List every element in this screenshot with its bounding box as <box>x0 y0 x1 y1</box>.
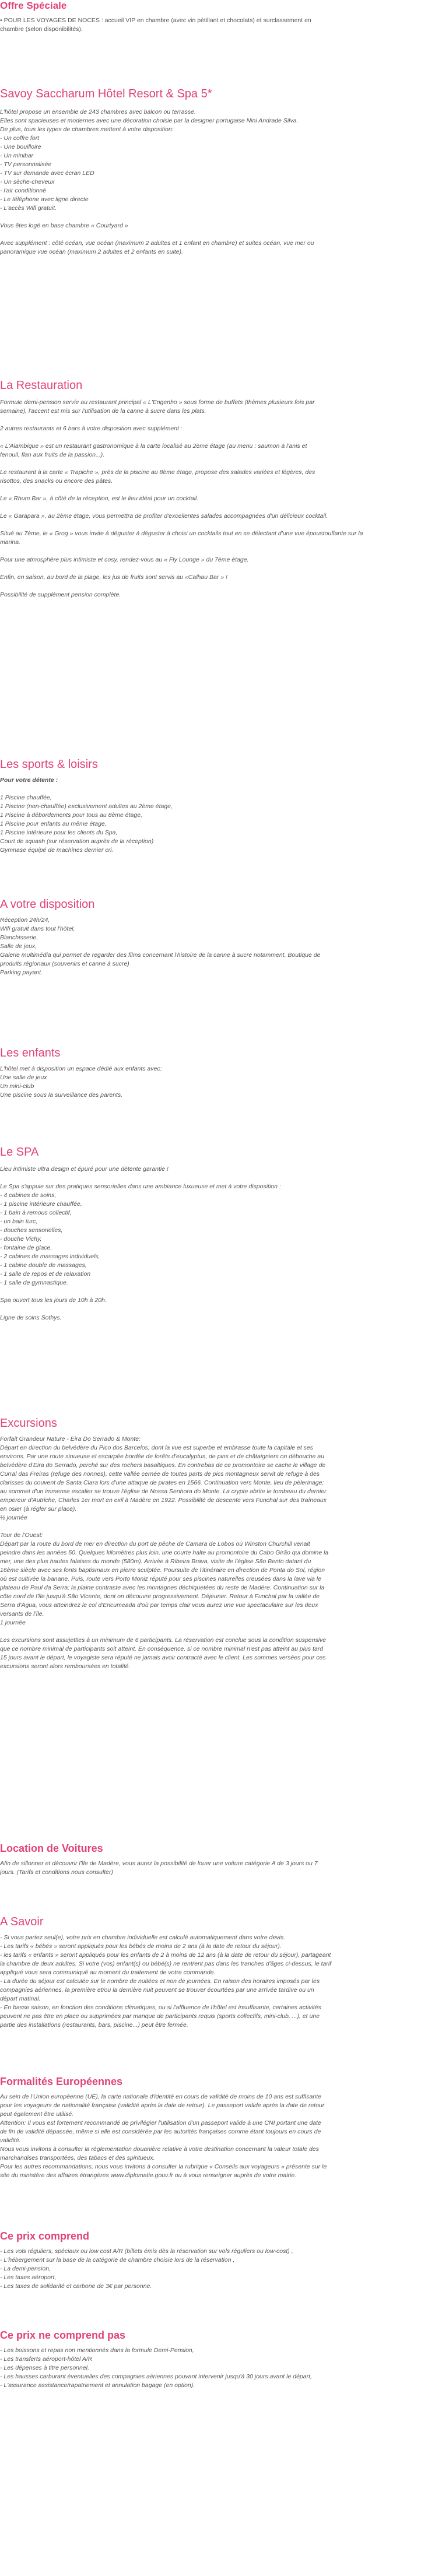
text-line: 1 Piscine pour enfants au même étage, <box>0 820 107 827</box>
text-line: Un mini-club <box>0 1083 34 1090</box>
text-line: validité. <box>0 2137 21 2144</box>
text-line: Situé au 7ème, le « Grog » vous invite à déguster à déguster à choisi un cocktails tout en se délectant d'une vue époustouflante sur la <box>0 530 363 537</box>
text-line: plateau de Paul da Serra; la plaine contraste avec les montagnes déchiquetées du reste de Madère. Continuation sur la <box>0 1584 325 1591</box>
text-line: en osier (à régler sur place). <box>0 1505 77 1512</box>
text-line: - TV personnalisée <box>0 161 52 168</box>
text-line: appliqué vous sera communiqué au moment du traitement de votre commande. <box>0 1969 216 1976</box>
text-line: - Le téléphone avec ligne directe <box>0 196 89 203</box>
text-line: - 4 cabines de soins, <box>0 1192 57 1199</box>
section-excursions <box>0 1417 439 1671</box>
text-line: Formule demi-pension servie au restaurant principal « L'Engenho » sous forme de buffets (thèmes plusieurs fois par <box>0 399 315 406</box>
sports-title: Les sports & loisirs <box>0 758 98 771</box>
text-line: départ matinal. <box>0 1995 41 2002</box>
text-line <box>0 1627 439 1636</box>
formalites-title: Formalités Européennes <box>0 2076 123 2087</box>
text-line: Tour de l'Ouest: <box>0 1532 43 1539</box>
section-formalites <box>0 2076 439 2180</box>
section-disposition <box>0 898 439 977</box>
text-line: Les excursions sont assujetties à un minimum de 6 participants. La réservation est conclue sous la condition suspensive <box>0 1637 327 1644</box>
text-line: - 1 bain à remous collectif, <box>0 1209 72 1216</box>
voitures-lines <box>0 1859 439 1877</box>
section-savoir <box>0 1915 439 2030</box>
text-line: - Un minibar <box>0 152 34 159</box>
text-line: - 1 salle de gymnastique. <box>0 1279 68 1286</box>
text-line: 1 Piscine intérieure pour les clients du Spa, <box>0 829 118 836</box>
necomprend-title: Ce prix ne comprend pas <box>0 2329 126 2341</box>
text-line: « L'Alambique » est un restaurant gastronomique à la carte localisé au 2ème étage (au menu : saumon à l'anis et <box>0 443 307 450</box>
text-line: versants de l'île. <box>0 1610 44 1617</box>
text-line: - Les taxes aéroport, <box>0 2274 57 2281</box>
text-line <box>0 503 439 512</box>
excursions-lines <box>0 1435 439 1671</box>
text-line: Enfin, en saison, au bord de la plage, les jus de fruits sont servis au «Calhau Bar » ! <box>0 574 227 581</box>
text-line: côte nord de l'île jusqu'à São Vicente, dont on découvre progressivement. Déjeuner. Retour à Funchal par la vallée de <box>0 1593 320 1600</box>
savoir-title: A Savoir <box>0 1915 44 1928</box>
text-line: panoramique vue océan (maximum 2 adultes et 2 enfants en suite). <box>0 248 184 255</box>
text-line: De plus, tous les types de chambres mettent à votre disposition: <box>0 126 174 133</box>
text-line: Ligne de soins Sothys. <box>0 1314 62 1321</box>
text-line: Afin de sillonner et découvrir l'île de Madère, vous aurez la possibilité de louer une voiture catégorie A de 3 jours ou 7 <box>0 1860 318 1867</box>
text-line <box>0 1174 439 1182</box>
text-line: environs. Par une route sinueuse et escarpée bordée de forêts d'eucalyptus, de pins et de châtaigniers on débouche au <box>0 1453 324 1460</box>
text-line: Le « Rhum Bar », à côté de la réception, est le lieu idéal pour un cocktail. <box>0 495 199 502</box>
text-line: 1 journée <box>0 1619 26 1626</box>
text-line: - douches sensorielles, <box>0 1227 63 1234</box>
text-line: - L'assurance assistance/rapatriement et annulation bagage (en option). <box>0 2382 195 2389</box>
text-line: 1 Piscine (non-chauffée) exclusivement adultes au 2ème étage, <box>0 803 173 810</box>
text-line: clarisses du couvent de Santa Clara lors d'une attaque de pirates en 1566. Continuation vers Monte, lieu de pèlerinage; <box>0 1479 324 1486</box>
spa-lines <box>0 1165 439 1322</box>
text-line: Au sein de l'Union européenne (UE), la carte nationale d'identité en cours de validité de moins de 10 ans est suffisante <box>0 2093 321 2100</box>
text-line: - La demi-pension, <box>0 2265 51 2272</box>
text-line: - Si vous partez seul(e), votre prix en chambre individuelle est calculé automatiquement dans votre devis. <box>0 1934 286 1941</box>
text-line: Gymnase équipé de machines dernier cri. <box>0 847 114 854</box>
text-line: - Les taxes de solidarité et carbone de 3€ par personne. <box>0 2283 152 2290</box>
formalites-lines <box>0 2093 439 2180</box>
comprend-title: Ce prix comprend <box>0 2230 90 2242</box>
text-line: Attention: Il vous est fortement recommandé de privilégier l'utilisation d'un passeport valide à une CNI portant une date <box>0 2119 321 2126</box>
text-line: fenouil, flan aux fruits de la passion...). <box>0 451 105 458</box>
text-line: Curral das Freiras (refuge des nonnes), cette vallée cernée de toutes parts de pics montagneux servit de refuge à des <box>0 1471 320 1477</box>
text-line: Vous êtes logé en base chambre « Courtyard » <box>0 222 128 229</box>
text-line: - Un sèche-cheveux <box>0 178 55 185</box>
text-line: Elles sont spacieuses et modernes avec une décoration choisie par la designer portugaise Nini Andrade Silva. <box>0 117 299 124</box>
text-line: site du ministère des affaires étrangères www.diplomatie.gouv.fr ou à vous renseigner auprès de votre mairie. <box>0 2172 297 2179</box>
text-line: - L'hébergement sur la base de la catégorie de chambre choisie lors de la réservation , <box>0 2256 235 2263</box>
restauration-lines <box>0 398 439 599</box>
text-line: marina. <box>0 539 21 546</box>
text-line: Le restaurant à la carte « Trapiche », près de la piscine au 8ème étage, propose des salades variées et légères, des <box>0 469 315 476</box>
sports-subtitle: Pour votre détente : <box>0 777 58 784</box>
text-line: Départ par la route du bord de mer en direction du port de pêche de Camara de Lobos où Winston Churchill venait <box>0 1540 310 1547</box>
text-line: produits régionaux (souvenirs et canne à sucre) <box>0 960 129 967</box>
text-line: peut également être utilisé. <box>0 2111 74 2118</box>
text-line: peuvent ne pas être en place ou supprimées par manque de participants requis (sports collectifs, mini-club, ...), et une <box>0 2013 320 2020</box>
text-line: - Un coffre fort <box>0 135 40 142</box>
excursions-title: Excursions <box>0 1417 57 1430</box>
text-line: - La durée du séjour est calculée sur le nombre de nuitées et non de journées. En raison des horaires imposés par les <box>0 1978 320 1985</box>
text-line: 1 Piscine chauffée, <box>0 794 52 801</box>
text-line: marchandises transportées, des tabacs et des spiritueux. <box>0 2154 155 2161</box>
text-line <box>0 785 439 794</box>
text-line <box>0 416 439 424</box>
text-line: 16ème siècle avec ses fonts baptismaux en pierre sculptée. Poursuite de l'itinéraire en direction de Ponta do Sol, région <box>0 1567 325 1574</box>
text-line: Le « Garapara », au 2ème étage, vous permettra de profiter d'excellentes salades accompagnées d'un délicieux cocktail. <box>0 513 328 520</box>
text-line: peindre dans les années 50. Quelques kilomètres plus loin, une courte halte au promontoire du Cabo Girão qui domine la <box>0 1549 329 1556</box>
section-restauration <box>0 379 439 599</box>
text-line: - L'accès Wifi gratuit. <box>0 205 57 212</box>
text-line: semaine), l'accent est mis sur l'utilisation de la canne à sucre dans les plats. <box>0 408 206 415</box>
text-line: Wifi gratuit dans tout l'hôtel, <box>0 925 75 932</box>
text-line: - un bain turc, <box>0 1218 38 1225</box>
text-line: - 1 piscine intérieure chauffée, <box>0 1201 82 1208</box>
text-line: compagnies aériennes, la première et/ou la dernière nuit peuvent se trouver écourtées par une arrivée tardive ou un <box>0 1987 314 1994</box>
text-line <box>0 433 439 442</box>
text-line <box>0 1305 439 1314</box>
text-line: ½ journée <box>0 1514 27 1521</box>
hotel-lines <box>0 108 439 257</box>
text-line: Serra d'Água, vous atteindrez le col d'Encumeada d'où par temps clair vous aurez une vue spectaculaire sur les deux <box>0 1602 318 1609</box>
section-comprend <box>0 2230 439 2291</box>
section-spa <box>0 1146 439 1322</box>
restauration-title: La Restauration <box>0 379 83 392</box>
text-line: 1 Piscine à débordements pour tous au 8ème étage, <box>0 812 142 819</box>
text-line: risottos, des snacks ou encore des pâtes. <box>0 478 113 485</box>
comprend-lines <box>0 2247 439 2291</box>
voitures-title: Location de Voitures <box>0 1842 103 1854</box>
text-line: - 1 salle de repos et de relaxation <box>0 1271 91 1278</box>
text-line: - Les vols réguliers, spéciaux ou low cost A/R (billets émis dès la réservation sur vols réguliers ou low-cost) , <box>0 2248 293 2255</box>
text-line: - les tarifs « enfants » seront appliqués pour les enfants de 2 à moins de 12 ans (à la date de retour du séjour), partageant <box>0 1952 331 1959</box>
text-line: que ce nombre minimal de participants soit atteint. En conséquence, si ce nombre minimal n'est pas atteint au plus tard <box>0 1645 324 1652</box>
text-line: Court de squash (sur réservation auprès de la réception) <box>0 838 154 845</box>
text-line: où est cultivée la banane. Puis, route vers Porto Moniz réputé pour ses piscines naturelles creusées dans la lave via le <box>0 1575 321 1582</box>
text-line: Salle de jeux, <box>0 943 37 950</box>
text-line: pour les voyageurs de nationalité française (validité après la date de retour). Le passeport valide après la date de retour <box>0 2102 325 2109</box>
offre-lines <box>0 16 439 34</box>
text-line: au sommet d'un immense escalier se trouve l'église de Nossa Senhora do Monte. La crypte abrite le tombeau du dernier <box>0 1488 327 1495</box>
text-line: Galerie multimédia qui permet de regarder des films concernant l'histoire de la canne à sucre notamment, Boutique de <box>0 952 321 959</box>
necomprend-lines <box>0 2346 439 2390</box>
text-line: partie des installations (restaurants, bars, piscine...) peut être fermée. <box>0 2022 188 2028</box>
text-line: Spa ouvert tous les jours de 10h à 20h. <box>0 1297 107 1304</box>
text-line: Avec supplément : côté océan, vue océan (maximum 2 adultes et 1 enfant en chambre) et suites océan, vue mer ou <box>0 240 314 247</box>
text-line: Une piscine sous la surveillance des parents. <box>0 1092 123 1099</box>
text-line: - Les transferts aéroport-hôtel A/R <box>0 2356 93 2363</box>
text-line: Lieu intimiste ultra design et épuré pour une détente garantie ! <box>0 1166 169 1173</box>
text-line: - fontaine de glace, <box>0 1244 52 1251</box>
section-offre <box>0 0 439 34</box>
text-line: L'hôtel propose un ensemble de 243 chambres avec balcon ou terrasse. <box>0 108 196 115</box>
savoir-lines <box>0 1933 439 2030</box>
text-line <box>0 547 439 556</box>
section-sports <box>0 758 439 855</box>
text-line: chambre (selon disponibilités). <box>0 26 83 33</box>
text-line: Une salle de jeux <box>0 1074 47 1081</box>
text-line: empereur d'Autriche, Charles 1er mort en exil à Madère en 1922. Possibilité de descente vers Funchal sur des traîneaux <box>0 1497 327 1504</box>
text-line <box>0 459 439 468</box>
text-line: - 2 cabines de massages individuels, <box>0 1253 100 1260</box>
section-voitures <box>0 1842 439 1877</box>
enfants-lines <box>0 1065 439 1100</box>
text-line: Parking payant. <box>0 969 43 976</box>
text-line: Pour une atmosphère plus intimiste et cosy, rendez-vous au « Fly Lounge » du 7ème étage. <box>0 556 249 563</box>
disposition-title: A votre disposition <box>0 898 95 911</box>
spa-title: Le SPA <box>0 1146 39 1159</box>
section-hotel <box>0 87 439 257</box>
text-line: mer, une des plus hautes falaises du monde (580m). Arrivée à Ribeira Brava, visite de l'église São Bento datant du <box>0 1558 311 1565</box>
text-line: Le Spa s'appuie sur des pratiques sensorielles dans une ambiance luxueuse et met à votre disposition : <box>0 1183 281 1190</box>
hotel-title: Savoy Saccharum Hôtel Resort & Spa 5* <box>0 87 212 100</box>
text-line: - Les tarifs « bébés » seront appliqués pour les bébés de moins de 2 ans (à la date de retour du séjour). <box>0 1943 282 1950</box>
text-line: jours. (Tarifs et conditions nous consulter) <box>0 1869 113 1876</box>
text-line: - Une bouilloire <box>0 143 41 150</box>
text-line: - En basse saison, en fonction des conditions climatiques, ou si l'affluence de l'hôtel est insuffisante, certaines activités <box>0 2004 321 2011</box>
text-line <box>0 486 439 494</box>
text-line: de fin de validité dépassée, même si elle est considérée par les autorités françaises comme étant toujours en cours de <box>0 2128 321 2135</box>
text-line: 15 jours avant le départ, le voyagiste sera réputé ne jamais avoir contracté avec le client. Les sommes versées pour ces <box>0 1654 326 1661</box>
text-line: la chambre de deux adultes. Si votre (vos) enfant(s) ou bébé(s) ne rentrent pas dans les tranches d'âges ci-dessus, le tarif <box>0 1960 332 1967</box>
text-line: belvédère d'Eira do Serrado, perché sur des rochers basaltiques. En contrebas de ce promontoire se cache le village de <box>0 1462 326 1469</box>
section-enfants <box>0 1047 439 1100</box>
text-line: - TV sur demande avec écran LED <box>0 170 94 177</box>
text-line <box>0 564 439 573</box>
offre-title: Offre Spéciale <box>0 0 67 11</box>
text-line: - 1 cabine double de massages, <box>0 1262 87 1269</box>
text-line <box>0 213 439 222</box>
sports-lines <box>0 785 439 855</box>
text-line: L'hôtel met à disposition un espace dédié aux enfants avec: <box>0 1065 162 1072</box>
text-line: excursions seront alors remboursées en totalité. <box>0 1663 131 1670</box>
text-line: - l'air conditionné <box>0 187 47 194</box>
text-line: Possibilité de supplément pension complète. <box>0 591 121 598</box>
text-line: - Les hausses carburant éventuelles des compagnies aériennes pouvant intervenir jusqu'à 30 jours avant le départ, <box>0 2373 312 2380</box>
text-line: - Les boissons et repas non mentionnés dans la formule Demi-Pension, <box>0 2347 194 2354</box>
text-line: - douche Vichy, <box>0 1236 42 1243</box>
text-line <box>0 1287 439 1296</box>
text-line: Départ en direction du belvédère du Pico dos Barcelos, dont la vue est superbe et embrasse toute la capitale et ses <box>0 1444 313 1451</box>
text-line: Forfait Grandeur Nature - Eira Do Serrado & Monte: <box>0 1436 141 1443</box>
enfants-title: Les enfants <box>0 1047 61 1059</box>
text-line: Blanchisserie, <box>0 934 38 941</box>
text-line: 2 autres restaurants et 6 bars à votre disposition avec supplément : <box>0 425 183 432</box>
text-line: • POUR LES VOYAGES DE NOCES : accueil VIP en chambre (avec vin pétillant et chocolats) et surclassement en <box>0 17 311 24</box>
disposition-lines <box>0 916 439 977</box>
text-line: Réception 24h/24, <box>0 917 50 924</box>
text-line <box>0 1522 439 1531</box>
text-line: Pour les autres recommandations, nous vous invitons à consulter la rubrique « Conseils aux voyageurs » présente sur le <box>0 2163 327 2170</box>
section-necomprend <box>0 2329 439 2390</box>
text-line <box>0 521 439 529</box>
text-line <box>0 582 439 591</box>
text-line: Nous vous invitons à consulter la réglementation douanière relative à votre destination concernant la valeur totale des <box>0 2146 319 2153</box>
text-line: - Les dépenses à titre personnel, <box>0 2364 89 2371</box>
text-line <box>0 230 439 239</box>
